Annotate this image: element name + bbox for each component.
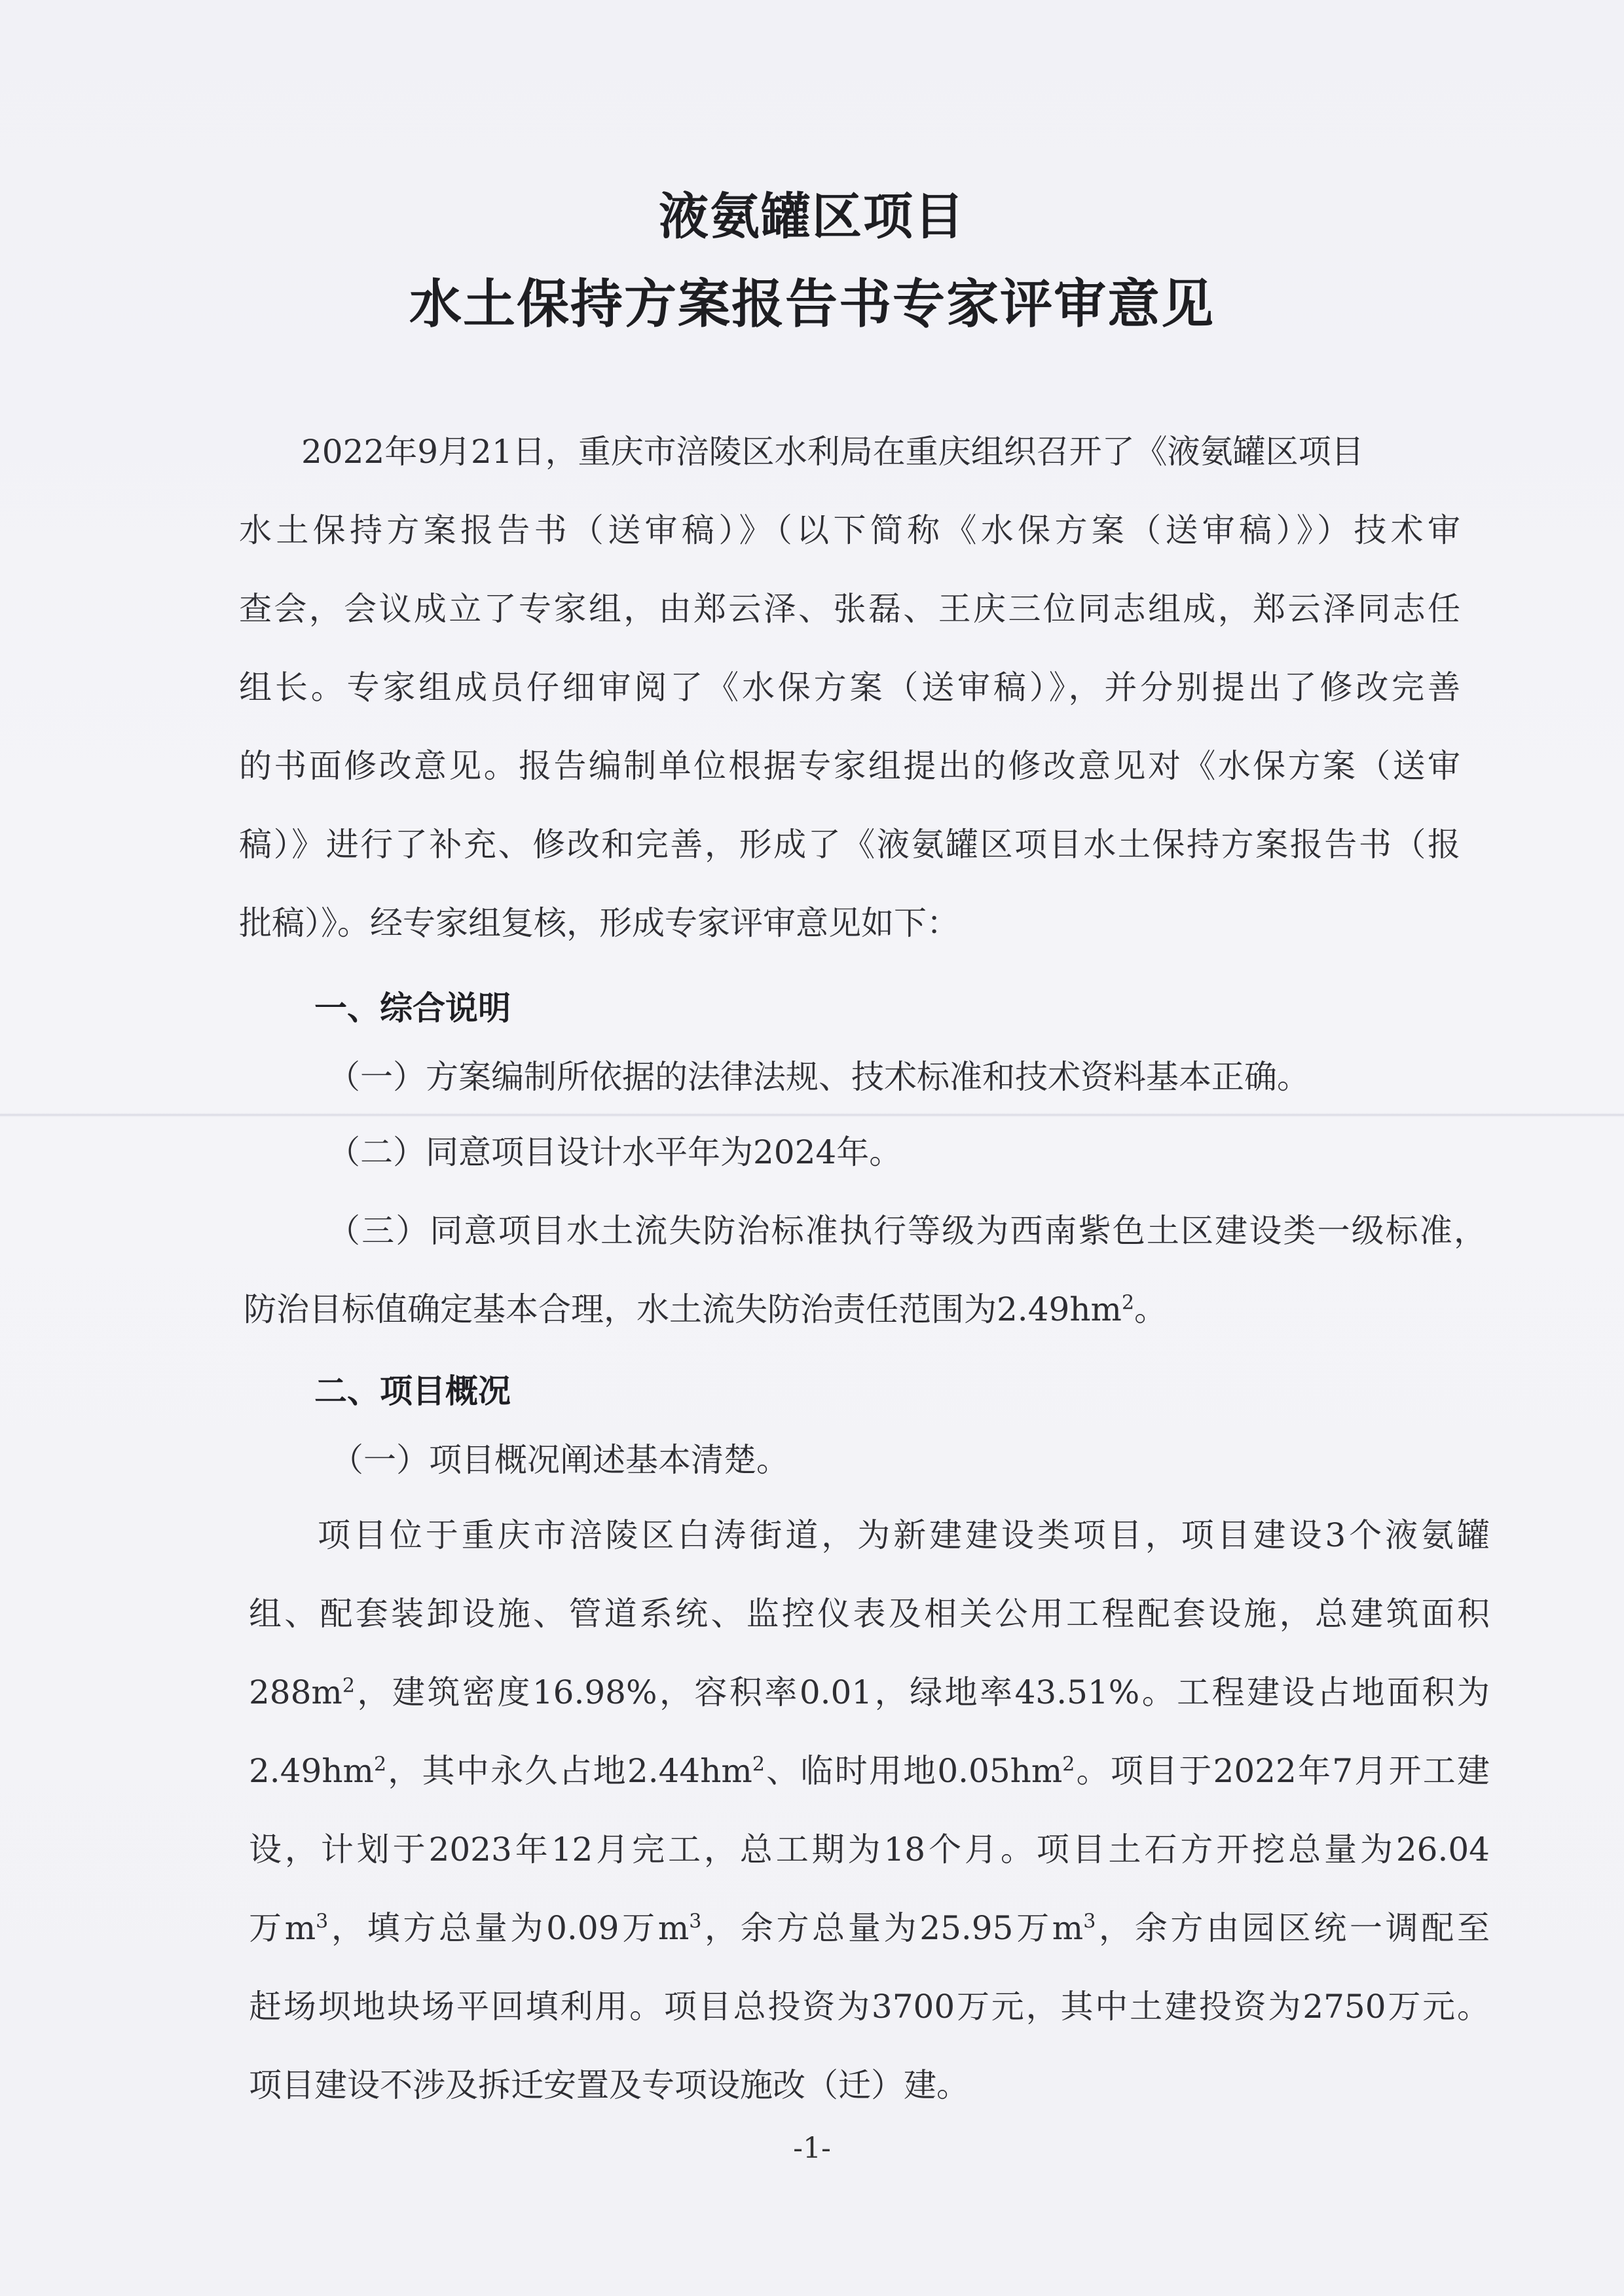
project-paragraph-line-2: 组、配套装卸设施、管道系统、监控仪表及相关公用工程配套设施，总建筑面积 <box>249 1595 1490 1633</box>
intro-line-4: 组长。专家组成员仔细审阅了《水保方案（送审稿）》，并分别提出了修改完善 <box>239 668 1460 706</box>
section2-item-1: （一）项目概况阐述基本清楚。 <box>331 1441 789 1479</box>
project-paragraph-line-5: 设，计划于2023年12月完工，总工期为18个月。项目土石方开挖总量为26.04 <box>249 1831 1490 1868</box>
intro-line-6: 稿）》进行了补充、修改和完善，形成了《液氨罐区项目水土保持方案报告书（报 <box>239 826 1460 864</box>
paper-fold-line <box>0 1113 1624 1117</box>
section1-item-2: （二）同意项目设计水平年为2024年。 <box>327 1133 902 1171</box>
project-paragraph-line-6: 万$m^3$，填方总量为0.09万$m^3$，余方总量为25.95万$m^3$，余方由园区统一调配至 <box>249 1909 1490 1947</box>
section-heading-project-profile: 二、项目概况 <box>314 1372 511 1410</box>
intro-line-7: 批稿）》。经专家组复核，形成专家评审意见如下： <box>239 904 959 942</box>
intro-line-3: 查会，会议成立了专家组，由郑云泽、张磊、王庆三位同志组成，郑云泽同志任 <box>239 590 1460 628</box>
project-paragraph-line-3: $288m^2$，建筑密度16.98%，容积率0.01，绿地率43.51%。工程建设占地面积为 <box>249 1673 1490 1711</box>
document-title-line2: 水土保持方案报告书专家评审意见 <box>409 274 1215 335</box>
page-number: -1- <box>793 2132 831 2165</box>
intro-line-2: 水土保持方案报告书（送审稿）》（以下简称《水保方案（送审稿）》）技术审 <box>239 511 1460 549</box>
section-heading-overview: 一、综合说明 <box>314 989 511 1027</box>
section1-item-1: （一）方案编制所依据的法律法规、技术标准和技术资料基本正确。 <box>327 1058 1310 1096</box>
section1-item-3: （三）同意项目水土流失防治标准执行等级为西南紫色土区建设类一级标准， <box>327 1212 1486 1250</box>
section1-item-3-continued: 防治目标值确定基本合理，水土流失防治责任范围为$2.49hm^2$。 <box>244 1290 1168 1328</box>
project-paragraph-line-8: 项目建设不涉及拆迁安置及专项设施改（迁）建。 <box>249 2066 969 2104</box>
project-paragraph-line-4: $2.49hm^2$，其中永久占地$2.44hm^2$、临时用地$0.05hm^2$。项目于2022年7月开工建 <box>249 1752 1490 1790</box>
project-paragraph-line-7: 赶场坝地块场平回填利用。项目总投资为3700万元，其中土建投资为2750万元。 <box>249 1988 1490 2026</box>
intro-line-1: 2022年9月21日，重庆市涪陵区水利局在重庆组织召开了《液氨罐区项目 <box>301 433 1364 471</box>
document-title-line1: 液氨罐区项目 <box>659 187 965 246</box>
project-paragraph-line-1: 项目位于重庆市涪陵区白涛街道，为新建建设类项目，项目建设3个液氨罐 <box>318 1516 1490 1554</box>
intro-line-5: 的书面修改意见。报告编制单位根据专家组提出的修改意见对《水保方案（送审 <box>239 747 1460 785</box>
